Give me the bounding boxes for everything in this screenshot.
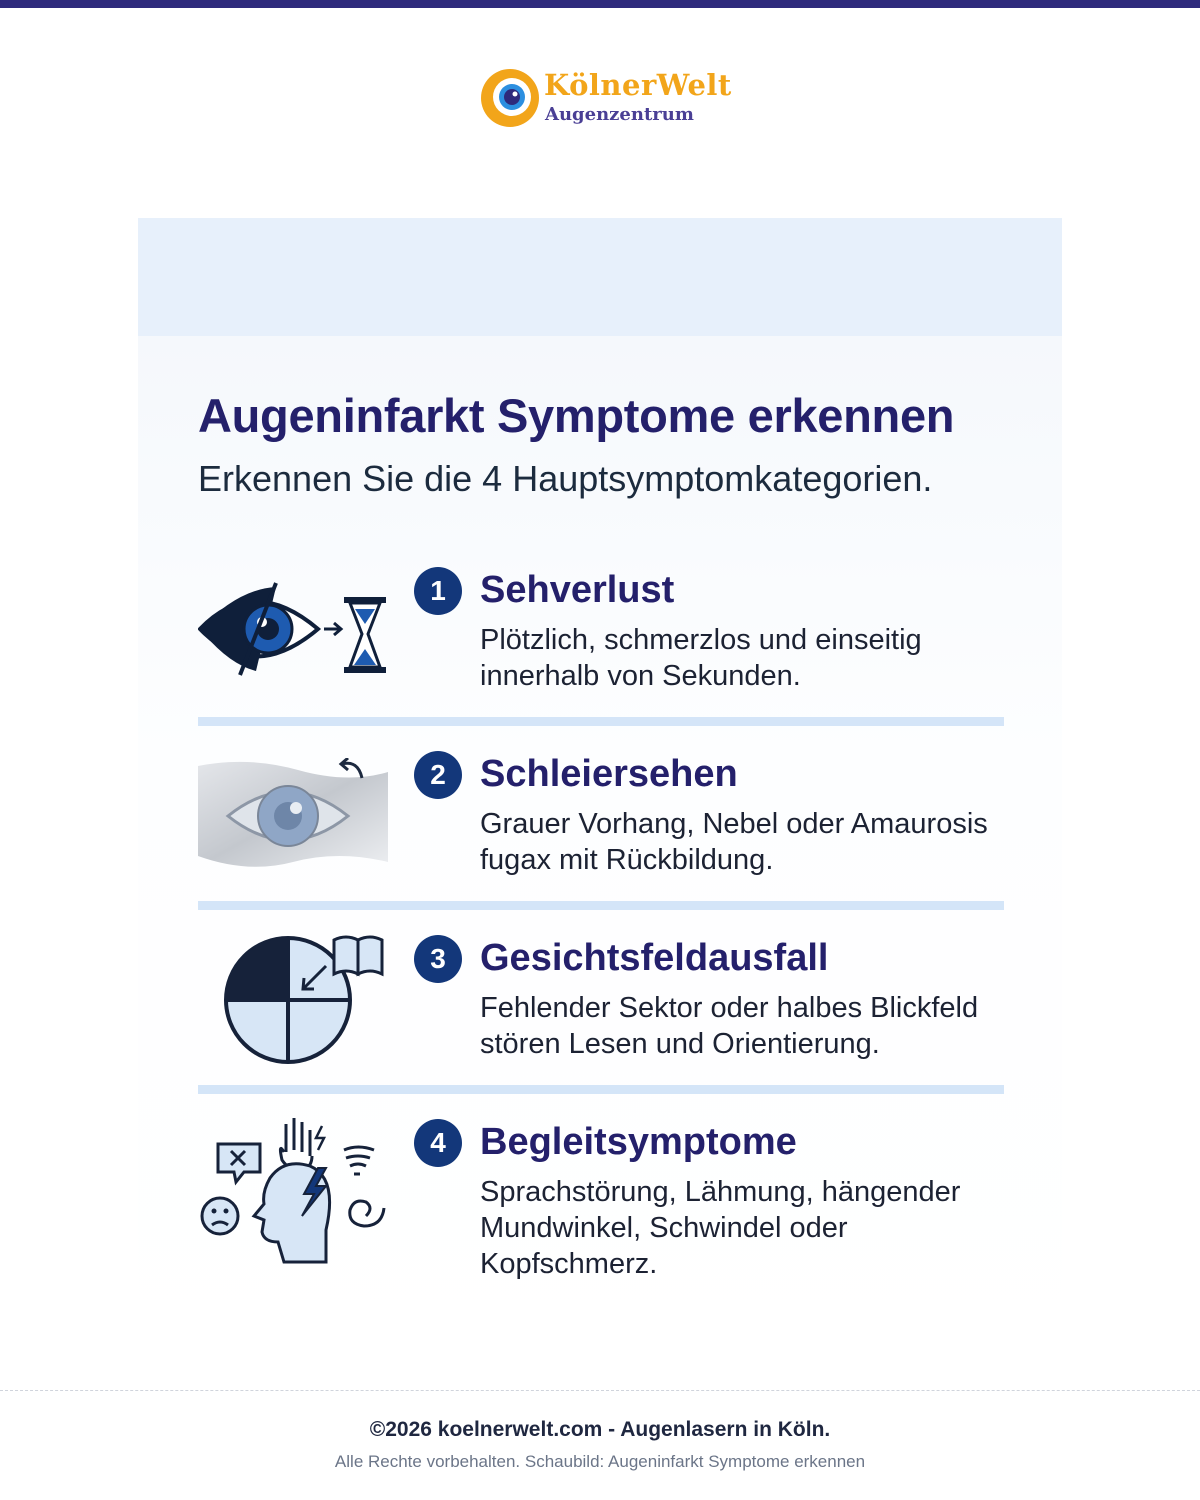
symptom-item-sehverlust [198, 565, 1004, 705]
brand-name: KölnerWelt [544, 68, 732, 102]
footer-copyright: ©2026 koelnerwelt.com - Augenlasern in Köln. [369, 1418, 831, 1441]
section-divider [198, 1085, 1004, 1094]
footer-divider [0, 1390, 1200, 1391]
symptom-item-gesichtsfeldausfall [198, 934, 1004, 1074]
symptom-item-schleiersehen [198, 750, 1004, 890]
item-description: Grauer Vorhang, Nebel oder Amaurosis fugax mit Rückbildung. [480, 808, 988, 876]
item-description: Plötzlich, schmerzlos und einseitig innerhalb von Sekunden. [480, 624, 922, 692]
section-divider [198, 901, 1004, 910]
footer-rights: Alle Rechte vorbehalten. Schaubild: Augeninfarkt Symptome erkennen [334, 1452, 866, 1471]
brand-logo[interactable] [480, 66, 740, 130]
eye-logo-icon [480, 68, 540, 128]
page-title: Augeninfarkt Symptome erkennen [198, 389, 955, 442]
item-title: Schleiersehen [480, 753, 738, 795]
step-badge: 1 [414, 567, 462, 615]
brand-subtitle: Augenzentrum [545, 104, 694, 125]
top-accent-bar [0, 0, 1200, 8]
header-banner [138, 218, 1062, 336]
veiled-eye-icon [198, 758, 390, 870]
item-title: Gesichtsfeldausfall [480, 937, 829, 979]
item-title: Sehverlust [480, 569, 675, 611]
step-badge: 4 [414, 1119, 462, 1167]
item-description: Sprachstörung, Lähmung, hängender Mundwinkel, Schwindel oder Kopfschmerz. [480, 1176, 961, 1280]
section-divider [198, 717, 1004, 726]
item-title: Begleitsymptome [480, 1121, 797, 1163]
step-badge: 2 [414, 751, 462, 799]
visual-field-book-icon [198, 934, 390, 1066]
item-description: Fehlender Sektor oder halbes Blickfeld stören Lesen und Orientierung. [480, 992, 979, 1060]
eye-hourglass-icon [198, 579, 390, 679]
page-subtitle: Erkennen Sie die 4 Hauptsymptomkategorien. [198, 458, 933, 499]
symptom-item-begleitsymptome [198, 1118, 1004, 1288]
head-symptoms-icon [198, 1112, 390, 1264]
step-badge: 3 [414, 935, 462, 983]
